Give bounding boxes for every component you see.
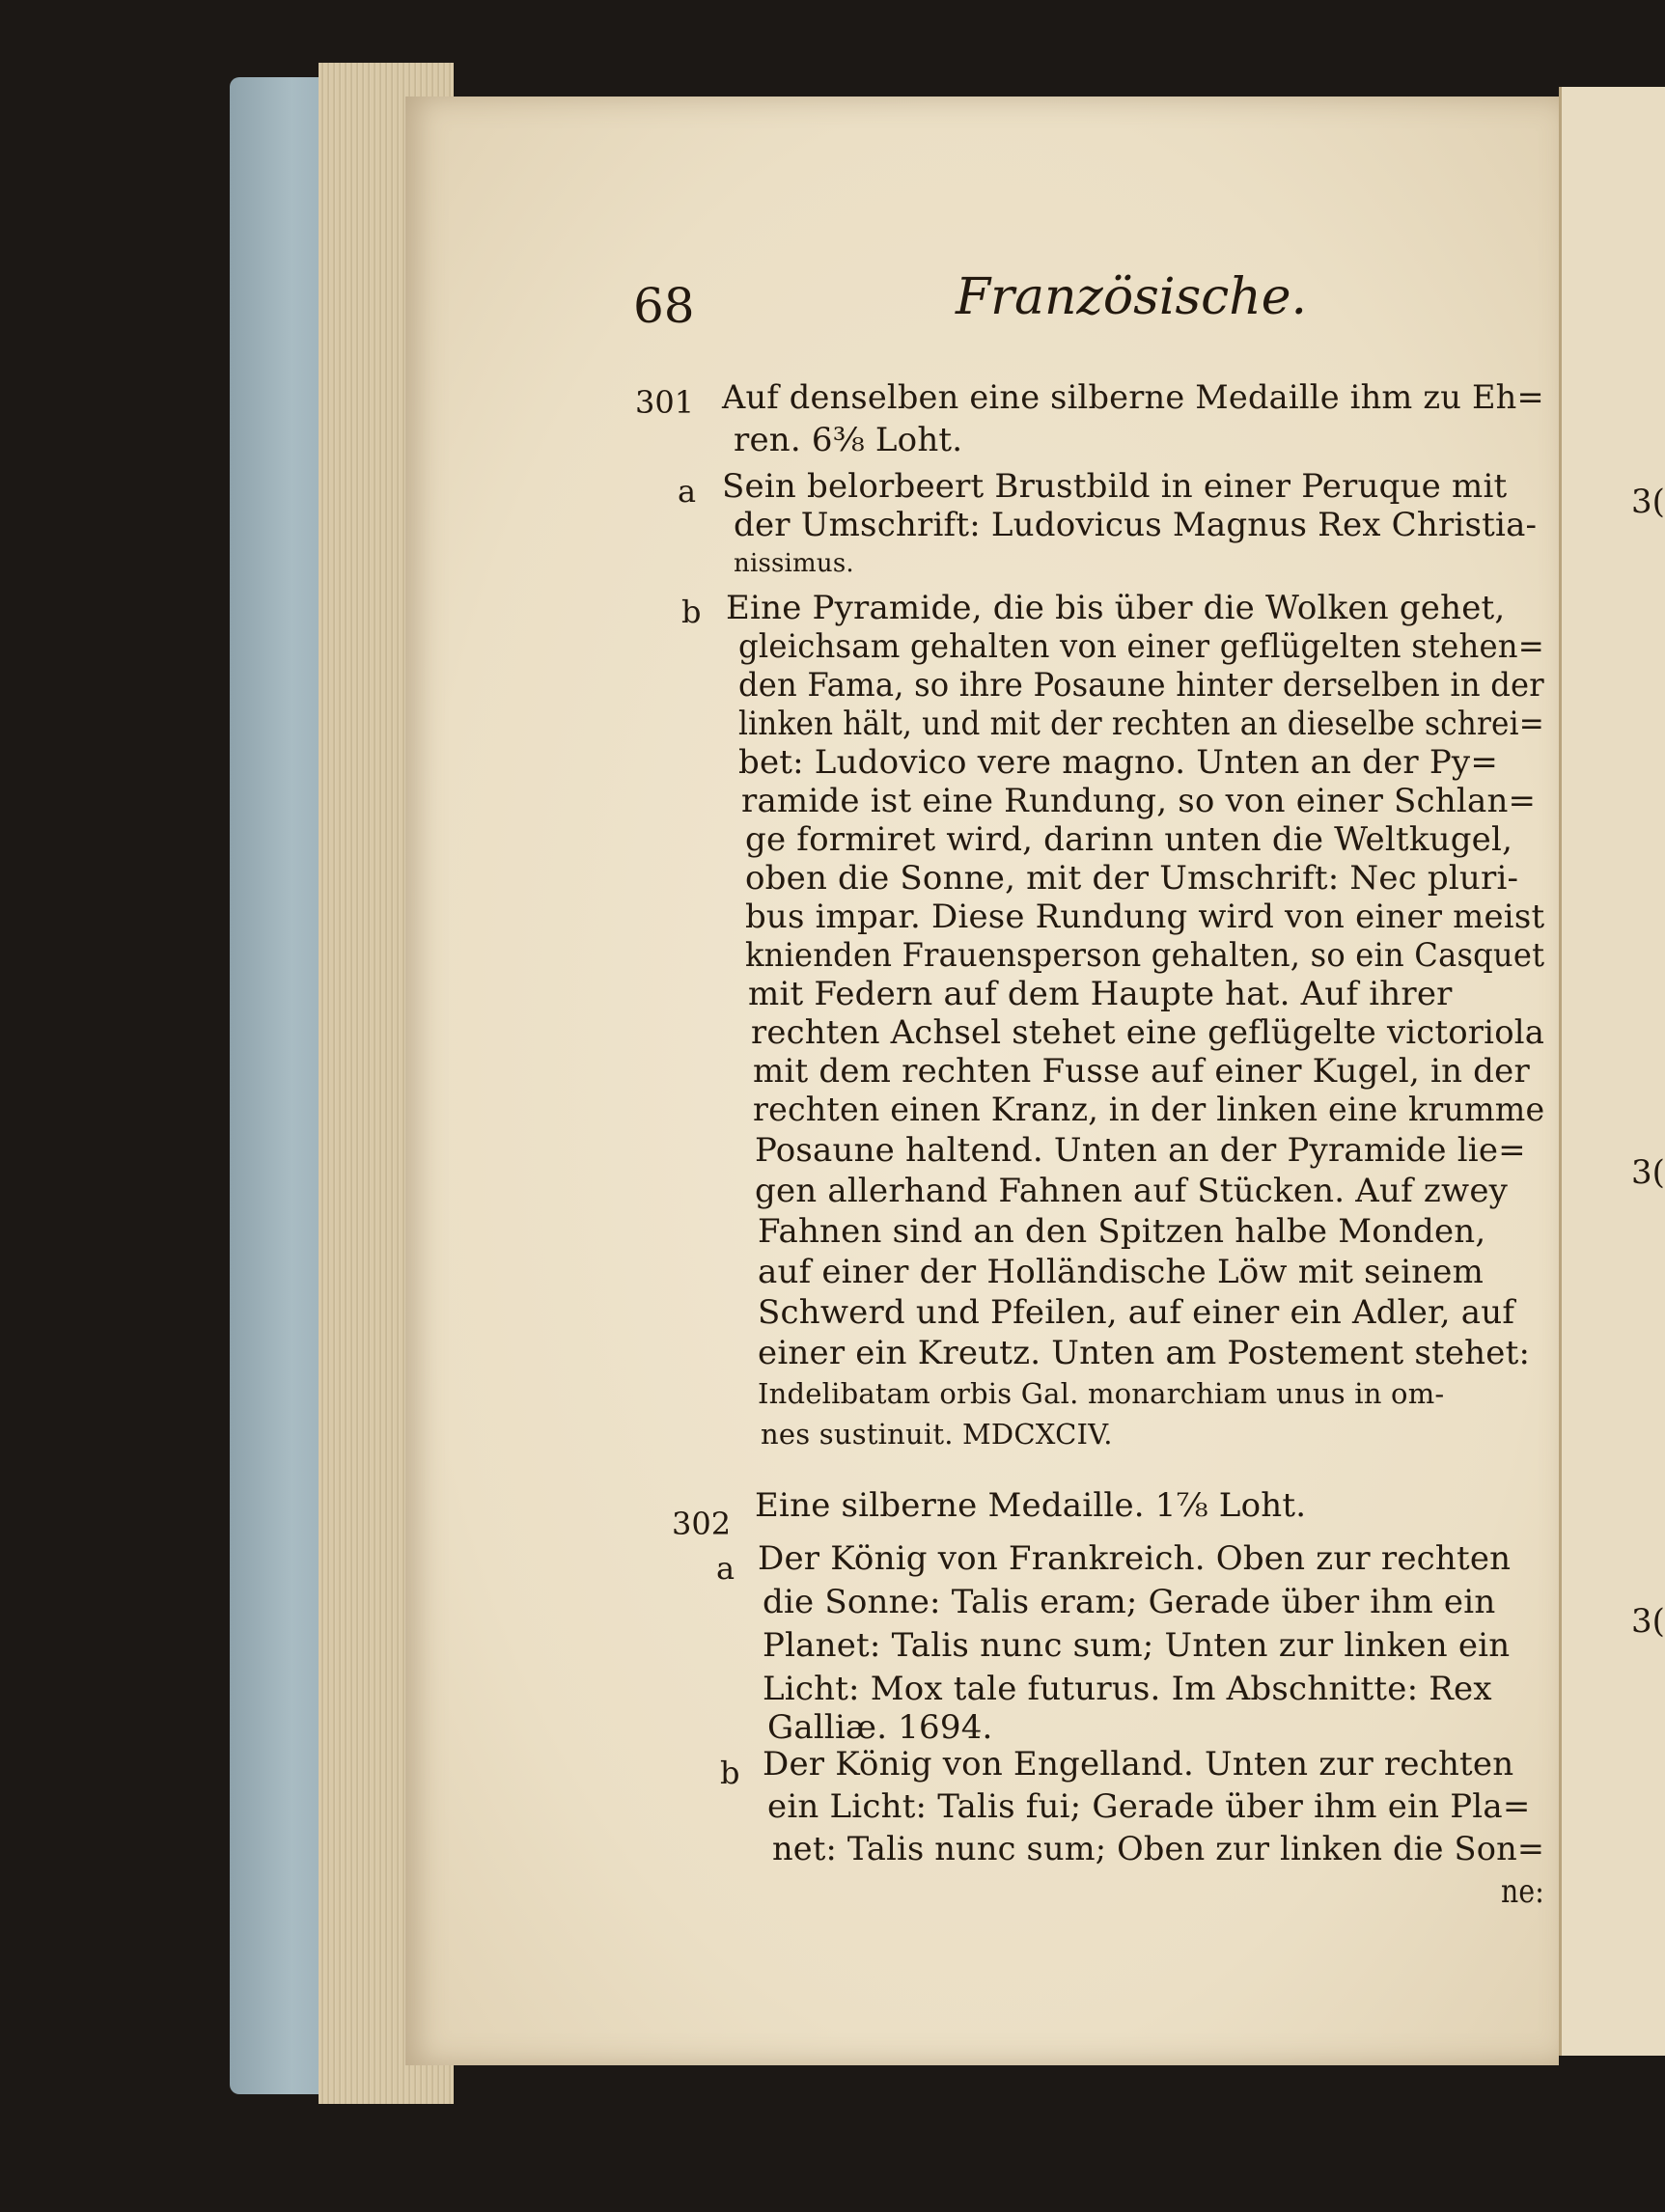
text-line: die Sonne: Talis eram; Gerade über ihm ein [763, 1583, 1496, 1621]
running-title: Französische. [956, 268, 1308, 326]
text-line: gen allerhand Fahnen auf Stücken. Auf zwey [755, 1172, 1509, 1210]
entry-title-line: Eine silberne Medaille. 1⅞ Loht. [755, 1486, 1307, 1525]
text-line: net: Talis nunc sum; Oben zur linken die Son= [772, 1830, 1545, 1868]
text-line: Der König von Engelland. Unten zur rechten [763, 1745, 1514, 1783]
facing-page-fragment: 3( [1631, 1602, 1665, 1641]
side-b-marker: b [681, 594, 702, 630]
text-line: knienden Frauensperson gehalten, so ein Casquet [745, 936, 1545, 975]
text-line: nes sustinuit. MDCXCIV. [761, 1418, 1113, 1451]
side-b-marker: b [720, 1755, 740, 1791]
entry-title-line: ren. 6⅜ Loht. [734, 421, 963, 459]
text-line: der Umschrift: Ludovicus Magnus Rex Christia- [734, 506, 1538, 544]
text-line: mit dem rechten Fusse auf einer Kugel, in der [753, 1052, 1530, 1091]
text-line: gleichsam gehalten von einer geflügelten stehen= [738, 627, 1545, 666]
text-line: Posaune haltend. Unten an der Pyramide lie= [755, 1131, 1526, 1170]
text-line: oben die Sonne, mit der Umschrift: Nec pluri- [745, 859, 1519, 898]
entry-number: 301 [635, 384, 695, 421]
text-line: rechten Achsel stehet eine geflügelte victoriola [751, 1013, 1545, 1052]
text-line: mit Federn auf dem Haupte hat. Auf ihrer [748, 975, 1453, 1013]
text-line: Fahnen sind an den Spitzen halbe Monden, [758, 1212, 1486, 1251]
text-line: ge formiret wird, darinn unten die Weltkugel, [745, 820, 1513, 859]
entry-number: 302 [672, 1506, 732, 1542]
facing-page-fragment: 3( [1631, 1153, 1665, 1192]
catchword: ne: [1501, 1872, 1544, 1911]
side-a-marker: a [716, 1550, 735, 1587]
text-line: Der König von Frankreich. Oben zur rechten [758, 1539, 1512, 1578]
text-line: ramide ist eine Rundung, so von einer Schlan= [741, 782, 1537, 820]
text-line: einer ein Kreutz. Unten am Postement stehet: [758, 1334, 1531, 1372]
facing-page-fragment: 3( [1631, 483, 1665, 521]
facing-page-edge [1559, 87, 1665, 2056]
text-line: Galliæ. 1694. [767, 1708, 993, 1747]
text-line: auf einer der Holländische Löw mit seinem [758, 1253, 1485, 1291]
text-line: Schwerd und Pfeilen, auf einer ein Adler, auf [758, 1293, 1515, 1332]
text-line: nissimus. [734, 549, 854, 578]
text-line: Licht: Mox tale futurus. Im Abschnitte: Rex [763, 1670, 1492, 1708]
text-line: bet: Ludovico vere magno. Unten an der Py= [738, 743, 1499, 782]
side-a-marker: a [678, 473, 697, 510]
text-line: rechten einen Kranz, in der linken eine krumme [753, 1091, 1545, 1129]
text-line: Planet: Talis nunc sum; Unten zur linken ein [763, 1626, 1511, 1665]
page-number: 68 [633, 278, 695, 334]
text-line: Indelibatam orbis Gal. monarchiam unus in om- [758, 1377, 1445, 1410]
text-line: den Fama, so ihre Posaune hinter derselben in der [738, 666, 1544, 705]
entry-title-line: Auf denselben eine silberne Medaille ihm zu Eh= [722, 378, 1544, 417]
text-line: linken hält, und mit der rechten an dieselbe schrei= [738, 705, 1544, 743]
text-line: Eine Pyramide, die bis über die Wolken gehet, [726, 589, 1506, 627]
text-line: Sein belorbeert Brustbild in einer Peruque mit [722, 467, 1508, 506]
text-line: bus impar. Diese Rundung wird von einer meist [745, 898, 1545, 936]
text-line: ein Licht: Talis fui; Gerade über ihm ein Pla= [767, 1787, 1531, 1826]
